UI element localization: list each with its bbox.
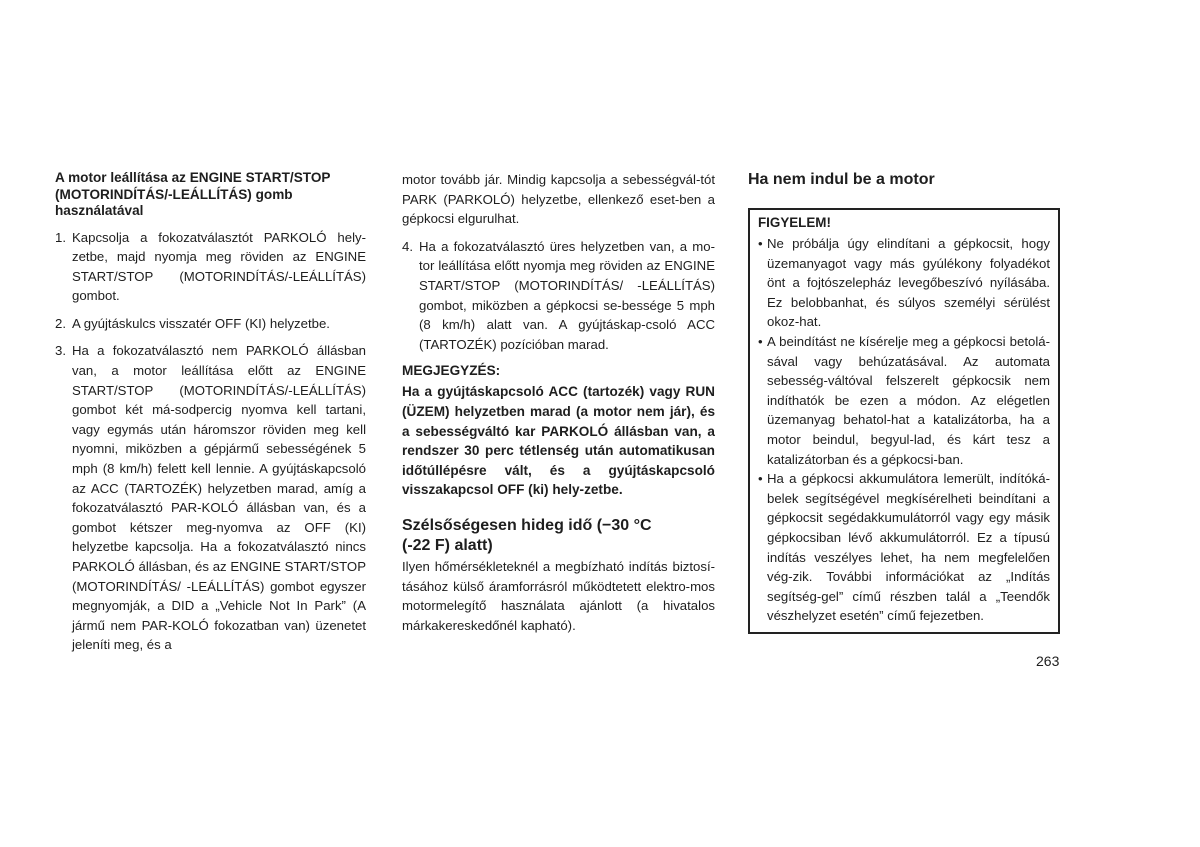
page-number: 263	[1036, 653, 1060, 669]
no-start-heading: Ha nem indul be a motor	[748, 171, 935, 188]
step-text: Kapcsolja a fokozatválasztót PARKOLÓ hely-zetbe, majd nyomja meg röviden az ENGINE START/STOP (MOTORINDÍTÁS/-LEÁLLÍTÁS) gombot.	[72, 229, 366, 304]
warning-bullet	[758, 332, 1050, 469]
warning-bullet	[758, 234, 1050, 332]
bullet-icon: •	[758, 333, 763, 349]
warning-bullet-text: Ne próbálja úgy elindítani a gépkocsit, hogy üzemanyagot vagy más gyúlékony folyadékot önt a fojtószelepház levegőbeszívó nyílásába. Ez belobbanhat, és súlyos személyi sérülést okoz-hat.	[767, 236, 1050, 330]
right-column	[748, 170, 1060, 634]
step-number: 4.	[402, 238, 413, 254]
cold-weather-heading	[402, 516, 715, 555]
warning-bullet	[758, 469, 1050, 626]
step-item	[55, 228, 366, 306]
heading-line: (-22 F) alatt)	[402, 536, 493, 554]
left-column	[55, 170, 366, 663]
step-item	[55, 341, 366, 655]
title-line: használatával	[55, 203, 144, 218]
warning-bullet-text: Ha a gépkocsi akkumulátora lemerült, indítóká-belek segítségével megkísérelheti beindítani a gépkocsit segédakkumulátorról vagy egy másik gépkocsiban lévő akkumulátorról. Ez a típusú indítás veszélyes lehet, ha nem megfelelően vég-zik. További információkat az „Indítás segítség-gel” című részben talál a „Teendők vészhelyzet esetén” című fejezetben.	[767, 471, 1050, 624]
continuation-text: motor tovább jár. Mindig kapcsolja a sebességvál-tót PARK (PARKOLÓ) helyzetbe, ellenkező eset-ben a gépkocsi elgurulhat.	[402, 172, 715, 227]
step-number: 2.	[55, 315, 66, 331]
title-line: A motor leállítása az ENGINE START/STOP	[55, 170, 331, 185]
heading-line: Szélsőségesen hideg idő (−30 °C	[402, 516, 652, 534]
section-title-engine-stop	[55, 170, 366, 220]
warning-bullet-text: A beindítást ne kísérelje meg a gépkocsi betolá-sával vagy behúzatásával. Az automata sebesség-váltóval felszerelt gépkocsik nem indíthatók be ezen a módon. Az elégetlen üzemanyag behatol-hat a katalizátorba, ha a motor beindul, begyul-lad, és kárt tesz a katalizátorban és a gépkocsi-ban.	[767, 333, 1050, 467]
steps-list-continued	[402, 237, 715, 355]
note-heading: MEGJEGYZÉS:	[402, 363, 501, 379]
title-line: (MOTORINDÍTÁS/-LEÁLLÍTÁS) gomb	[55, 186, 293, 202]
step-item	[55, 314, 366, 334]
steps-list	[55, 228, 366, 655]
cold-weather-body: Ilyen hőmérsékleteknél a megbízható indítás biztosí-tásához külső áramforrásról működtetett elektro-mos motormelegítő használata ajánlott (a hivatalos márkakereskedőnél kapható).	[402, 559, 715, 633]
bullet-icon: •	[758, 236, 763, 251]
note-body: Ha a gyújtáskapcsoló ACC (tartozék) vagy RUN (ÜZEM) helyzetben marad (a motor nem jár), és a sebességváltó kar PARKOLÓ állásban van, a rendszer 30 perc tétlenség után automatikusan időtúllépésre vált, és a gyújtáskapcsoló visszakapcsol OFF (ki) hely-zetbe.	[402, 384, 715, 498]
step-number: 1.	[55, 229, 66, 245]
warning-box	[748, 208, 1060, 634]
step-item	[402, 237, 715, 355]
bullet-icon: •	[758, 471, 763, 487]
step-text: Ha a fokozatválasztó üres helyzetben van, a mo-tor leállítása előtt nyomja meg röviden az ENGINE START/STOP (MOTORINDÍTÁS/ -LEÁLLÍTÁS) gombot, miközben a gépkocsi se-bessége 5 mph (8 km/h) alatt van. A gyújtáskap-csoló ACC (TARTOZÉK) pozícióban marad.	[419, 238, 715, 352]
warning-title: FIGYELEM!	[758, 215, 831, 230]
middle-column	[402, 170, 715, 635]
step-text: A gyújtáskulcs visszatér OFF (KI) helyzetbe.	[72, 315, 330, 331]
step-text: Ha a fokozatválasztó nem PARKOLÓ állásban van, a motor leállítása előtt az ENGINE START/STOP (MOTORINDÍTÁS/-LEÁLLÍTÁS) gombot két má-sodpercig nyomva kell tartani, vagy egymás után háromszor röviden meg kell nyomni, miközben a gépjármű sebességének 5 mph (8 km/h) felett kell lennie. A gyújtáskapcsoló az ACC (TARTOZÉK) helyzetben marad, amíg a fokozatválasztó PAR-KOLÓ állásban van, és a gombot kétszer meg-nyomva az OFF (KI) helyzetbe kapcsolja. Ha a fokozatválasztó nincs PARKOLÓ állásban, és az ENGINE START/STOP (MOTORINDÍTÁS/ -LEÁLLÍTÁS) gombot egyszer megnyomják, a DID a „Vehicle Not In Park” (A jármű nem PAR-KOLÓ fokozatban van) üzenetet jeleníti meg, és a	[72, 343, 366, 653]
step-number: 3.	[55, 343, 66, 359]
